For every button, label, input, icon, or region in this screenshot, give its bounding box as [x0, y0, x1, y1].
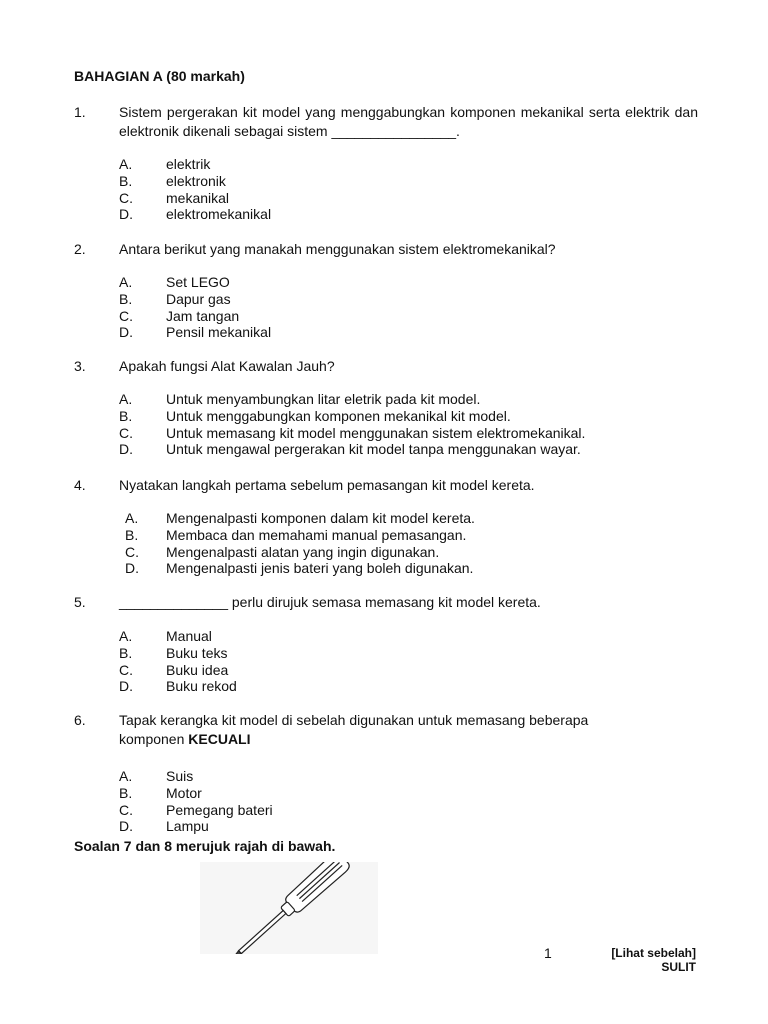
- option-a[interactable]: [74, 510, 698, 527]
- option-text: Suis: [166, 768, 194, 784]
- option-text: Untuk mengawal pergerakan kit model tanpa menggunakan wayar.: [166, 441, 581, 458]
- option-c[interactable]: [74, 425, 698, 442]
- option-d[interactable]: [74, 441, 698, 458]
- option-c[interactable]: [74, 190, 698, 207]
- option-text: Manual: [166, 628, 212, 644]
- option-text: Untuk memasang kit model menggunakan sistem elektromekanikal.: [166, 424, 586, 441]
- option-letter: B.: [119, 407, 133, 424]
- footer: [611, 946, 696, 974]
- question-text: [119, 711, 639, 749]
- option-letter: D.: [125, 560, 139, 577]
- option-text: Untuk menyambungkan litar eletrik pada kit model.: [166, 391, 481, 407]
- screwdriver-icon: [200, 862, 378, 954]
- option-text: Pensil mekanikal: [166, 324, 272, 341]
- question-number: 2.: [74, 241, 86, 257]
- option-text: Buku rekod: [166, 678, 237, 695]
- option-a[interactable]: [74, 274, 698, 291]
- option-letter: A.: [119, 274, 133, 290]
- option-letter: C.: [119, 801, 133, 818]
- section-title: BAHAGIAN A (80 markah): [74, 68, 245, 84]
- option-a[interactable]: [74, 391, 698, 408]
- option-letter: D.: [119, 818, 133, 835]
- option-text: Buku teks: [166, 644, 228, 661]
- question-3: [74, 357, 698, 458]
- option-b[interactable]: [74, 785, 698, 802]
- option-d[interactable]: [74, 324, 698, 341]
- option-list: [74, 768, 698, 835]
- option-text: elektromekanikal: [166, 206, 272, 223]
- classification-label: SULIT: [661, 960, 696, 974]
- option-letter: A.: [119, 628, 133, 644]
- option-text: Pemegang bateri: [166, 801, 273, 818]
- option-text: Mengenalpasti jenis bateri yang boleh digunakan.: [166, 560, 474, 577]
- option-text: Buku idea: [166, 661, 229, 678]
- option-d[interactable]: [74, 206, 698, 223]
- question-1: [74, 103, 698, 223]
- question-emphasis: KECUALI: [188, 731, 251, 747]
- option-c[interactable]: [74, 802, 698, 819]
- option-c[interactable]: [74, 662, 698, 679]
- option-c[interactable]: [74, 544, 698, 561]
- option-letter: B.: [119, 784, 133, 801]
- option-letter: A.: [119, 391, 133, 407]
- option-list: [74, 510, 698, 577]
- option-list: [74, 156, 698, 223]
- option-d[interactable]: [74, 560, 698, 577]
- question-6: [74, 711, 698, 835]
- screwdriver-figure: [200, 862, 378, 954]
- option-text: Membaca dan memahami manual pemasangan.: [166, 526, 467, 543]
- option-text: Lampu: [166, 818, 209, 835]
- next-page-label: [Lihat sebelah]: [611, 946, 696, 960]
- option-letter: A.: [119, 156, 133, 172]
- option-letter: D.: [119, 678, 133, 695]
- option-letter: A.: [119, 768, 133, 784]
- option-text: Mengenalpasti komponen dalam kit model kereta.: [166, 510, 475, 526]
- question-text: Sistem pergerakan kit model yang menggabungkan komponen mekanikal serta elektrik dan elektronik dikenali sebagai sistem ________________.: [119, 104, 698, 139]
- question-text: Antara berikut yang manakah menggunakan sistem elektromekanikal?: [119, 241, 556, 257]
- option-text: Set LEGO: [166, 274, 230, 290]
- option-text: Jam tangan: [166, 307, 240, 324]
- option-letter: B.: [119, 290, 133, 307]
- figure-reference-note: Soalan 7 dan 8 merujuk rajah di bawah.: [74, 838, 336, 854]
- option-letter: B.: [125, 526, 139, 543]
- option-letter: C.: [119, 307, 133, 324]
- option-text: elektrik: [166, 156, 211, 172]
- option-letter: D.: [119, 324, 133, 341]
- option-letter: B.: [119, 644, 133, 661]
- page-number: 1: [544, 945, 552, 961]
- option-text: Untuk menggabungkan komponen mekanikal kit model.: [166, 407, 511, 424]
- option-b[interactable]: [74, 173, 698, 190]
- option-a[interactable]: [74, 628, 698, 645]
- question-number: 3.: [74, 358, 86, 374]
- question-2: [74, 240, 698, 341]
- option-b[interactable]: [74, 645, 698, 662]
- question-number: 4.: [74, 477, 86, 493]
- option-text: Mengenalpasti alatan yang ingin digunakan.: [166, 543, 440, 560]
- option-letter: D.: [119, 206, 133, 223]
- option-letter: B.: [119, 172, 133, 189]
- question-5: [74, 593, 698, 695]
- option-text: elektronik: [166, 172, 226, 189]
- option-list: [74, 274, 698, 341]
- option-d[interactable]: [74, 818, 698, 835]
- option-letter: C.: [125, 543, 139, 560]
- option-c[interactable]: [74, 308, 698, 325]
- question-text: Nyatakan langkah pertama sebelum pemasangan kit model kereta.: [119, 477, 535, 493]
- question-number: 5.: [74, 594, 86, 610]
- option-text: mekanikal: [166, 189, 230, 206]
- option-letter: A.: [125, 510, 139, 526]
- question-number: 6.: [74, 712, 86, 728]
- option-letter: C.: [119, 661, 133, 678]
- option-a[interactable]: [74, 768, 698, 785]
- option-letter: C.: [119, 424, 133, 441]
- option-b[interactable]: [74, 408, 698, 425]
- option-a[interactable]: [74, 156, 698, 173]
- option-letter: C.: [119, 189, 133, 206]
- option-b[interactable]: [74, 291, 698, 308]
- option-b[interactable]: [74, 527, 698, 544]
- option-letter: D.: [119, 441, 133, 458]
- option-text: Motor: [166, 784, 202, 801]
- question-4: [74, 476, 698, 577]
- question-number: 1.: [74, 104, 86, 120]
- option-list: [74, 628, 698, 695]
- question-text: Apakah fungsi Alat Kawalan Jauh?: [119, 358, 335, 374]
- question-text-body: Tapak kerangka kit model di sebelah digunakan untuk memasang beberapa komponen: [119, 712, 589, 747]
- option-list: [74, 391, 698, 458]
- question-text: ______________ perlu dirujuk semasa memasang kit model kereta.: [119, 594, 541, 610]
- option-d[interactable]: [74, 678, 698, 695]
- option-text: Dapur gas: [166, 290, 231, 307]
